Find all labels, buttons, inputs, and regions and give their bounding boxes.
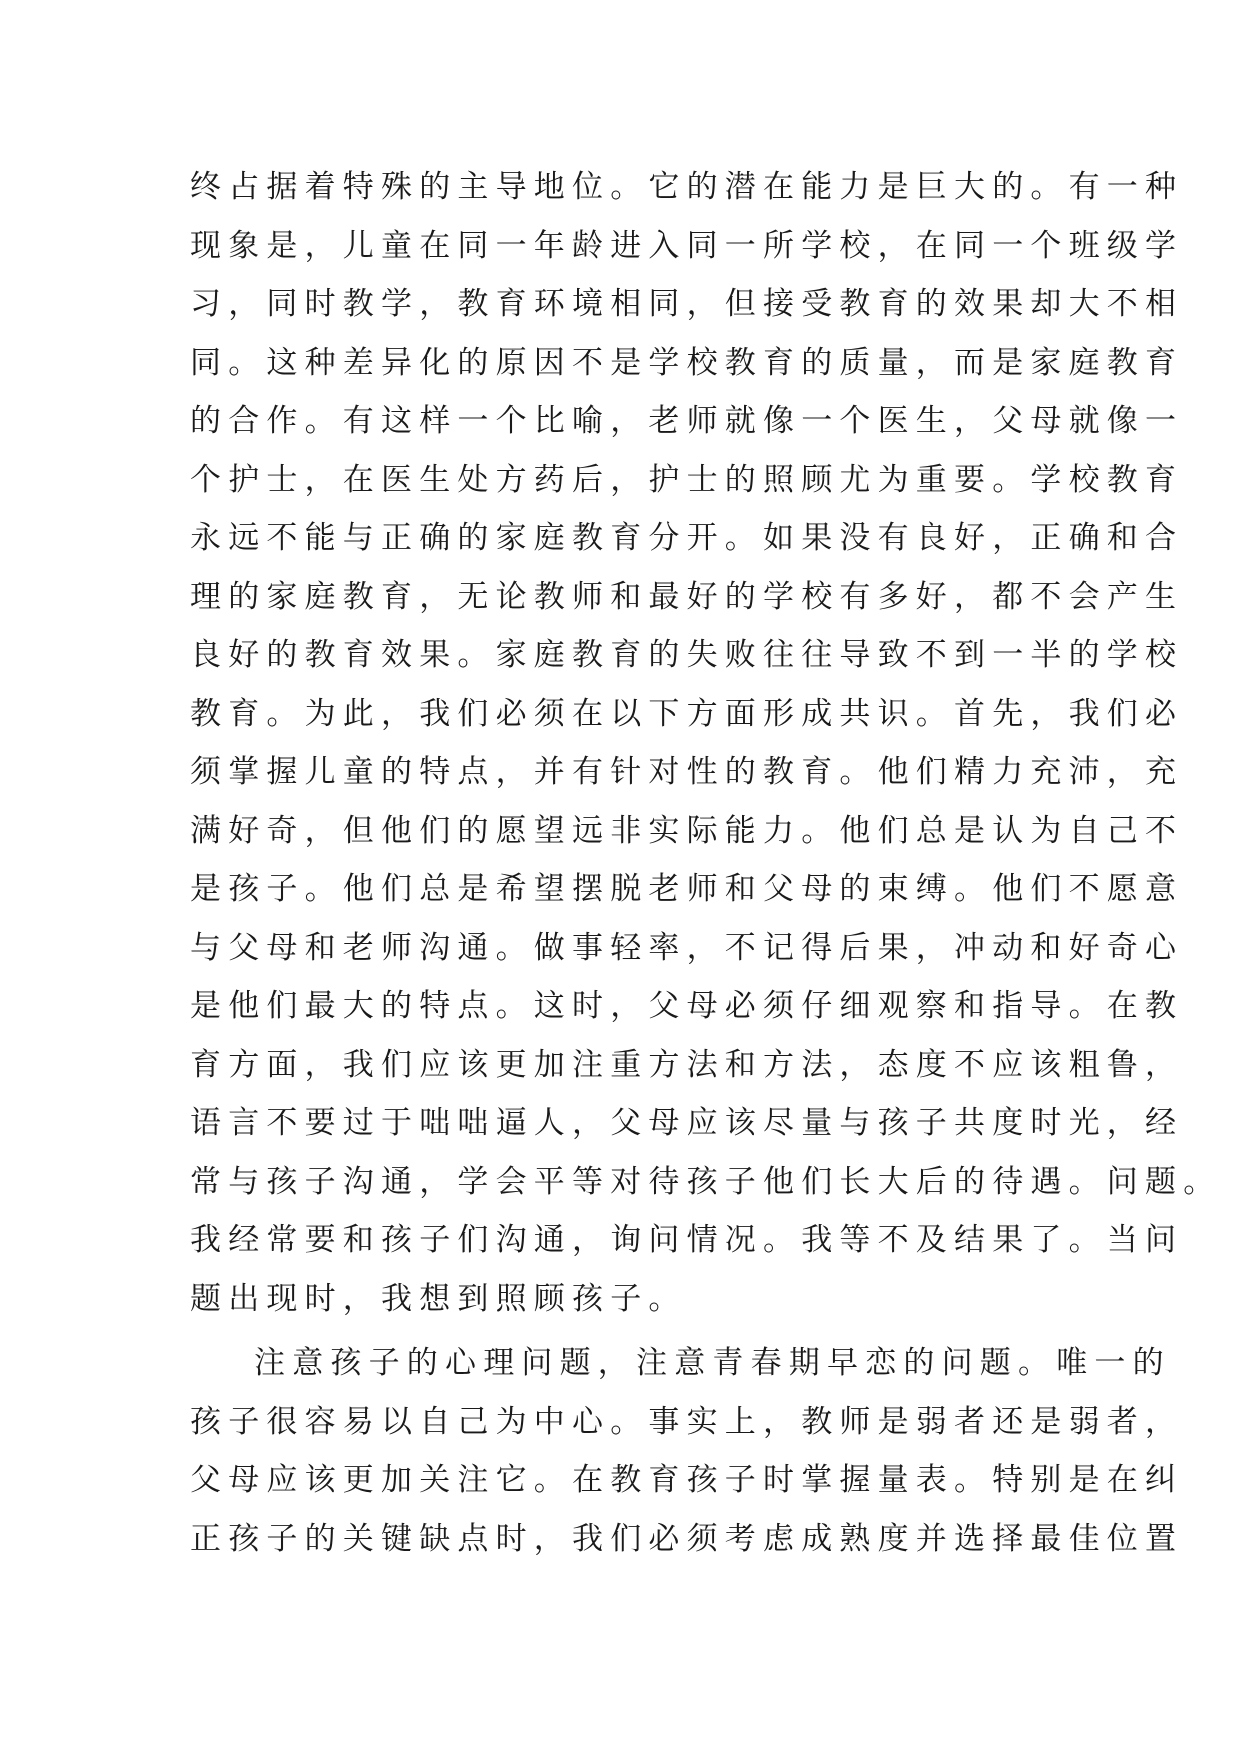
text-line: 教育。为此，我们必须在以下方面形成共识。首先，我们必 xyxy=(190,695,1184,732)
text-line: 我经常要和孩子们沟通，询问情况。我等不及结果了。当问 xyxy=(190,1222,1184,1258)
text-line: 的合作。有这样一个比喻，老师就像一个医生，父母就像一 xyxy=(190,403,1184,439)
text-line: 现象是，儿童在同一年龄进入同一所学校，在同一个班级学 xyxy=(190,227,1184,264)
text-line: 正孩子的关键缺点时，我们必须考虑成熟度并选择最佳位置 xyxy=(190,1520,1184,1557)
text-line: 孩子很容易以自己为中心。事实上，教师是弱者还是弱者， xyxy=(190,1403,1184,1440)
text-line: 永远不能与正确的家庭教育分开。如果没有良好，正确和合 xyxy=(190,520,1184,556)
text-line: 满好奇，但他们的愿望远非实际能力。他们总是认为自己不 xyxy=(190,812,1184,849)
text-line: 须掌握儿童的特点，并有针对性的教育。他们精力充沛，充 xyxy=(190,754,1184,790)
text-line: 是他们最大的特点。这时，父母必须仔细观察和指导。在教 xyxy=(190,988,1184,1024)
text-line: 同。这种差异化的原因不是学校教育的质量，而是家庭教育 xyxy=(190,344,1184,381)
paragraph xyxy=(190,158,1222,1328)
document-body xyxy=(190,158,1222,1568)
paragraph xyxy=(190,1334,1184,1568)
text-line: 习，同时教学，教育环境相同，但接受教育的效果却大不相 xyxy=(190,286,1184,322)
text-line: 注意孩子的心理问题，注意青春期早恋的问题。唯一的 xyxy=(254,1345,1171,1381)
text-line: 个护士，在医生处方药后，护士的照顾尤为重要。学校教育 xyxy=(190,461,1184,498)
text-line: 是孩子。他们总是希望摆脱老师和父母的束缚。他们不愿意 xyxy=(190,871,1184,907)
text-line: 常与孩子沟通，学会平等对待孩子他们长大后的待遇。问题。 xyxy=(190,1163,1222,1200)
text-line: 父母应该更加关注它。在教育孩子时掌握量表。特别是在纠 xyxy=(190,1462,1184,1498)
text-line: 终占据着特殊的主导地位。它的潜在能力是巨大的。有一种 xyxy=(190,169,1184,205)
text-line: 语言不要过于咄咄逼人，父母应该尽量与孩子共度时光，经 xyxy=(190,1105,1184,1141)
text-line: 育方面，我们应该更加注重方法和方法，态度不应该粗鲁， xyxy=(190,1046,1184,1083)
text-line: 良好的教育效果。家庭教育的失败往往导致不到一半的学校 xyxy=(190,637,1184,673)
text-line: 理的家庭教育，无论教师和最好的学校有多好，都不会产生 xyxy=(190,578,1184,615)
text-line: 题出现时，我想到照顾孩子。 xyxy=(190,1280,687,1317)
text-line: 与父母和老师沟通。做事轻率，不记得后果，冲动和好奇心 xyxy=(190,929,1184,966)
